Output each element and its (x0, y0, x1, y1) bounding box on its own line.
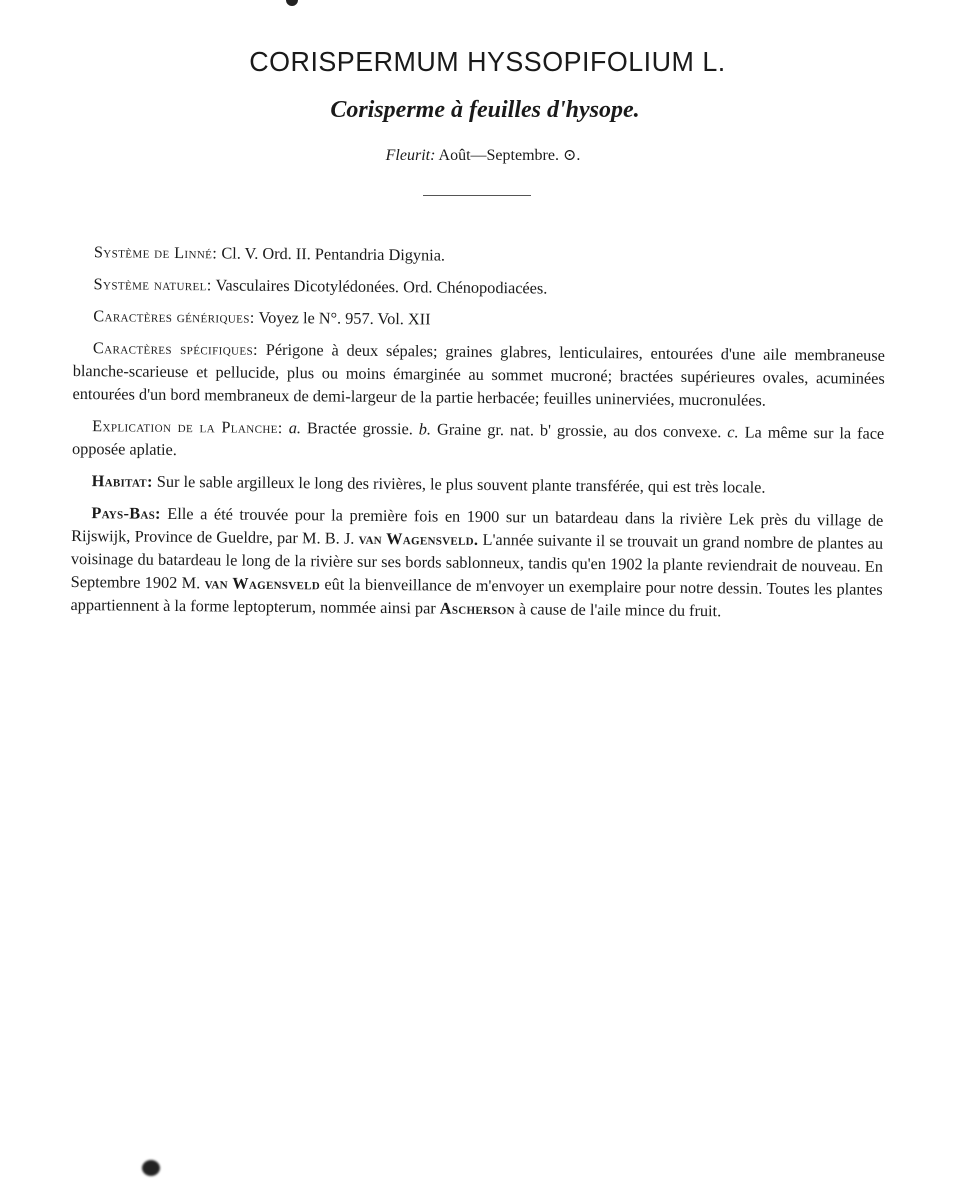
paysbas-paragraph (70, 501, 883, 624)
section-text: Elle a été trouvée pour la première fois en 1900 sur un batardeau dans la rivière Lek près du village de Rijswijk, Province de Gueldre, par M. B. J. (71, 503, 884, 548)
section-text: L'année suivante il se trouvait un grand nombre de plantes au voisinage du batardeau le long de la rivière sur ses bords sablonneux, tandis qu'en 1902 la plante reviendrait de nouveau. En Septembre 1902 M. (70, 529, 884, 593)
ink-smudge (142, 1160, 160, 1176)
section-label: Pays-Bas: (91, 503, 161, 523)
explication-paragraph (72, 414, 884, 468)
section-text: eût la bienveillance de m'envoyer un exemplaire pour notre dessin. Toutes les plantes appartiennent à la forme leptopterum, nommée ainsi par (70, 574, 883, 618)
section-text: La même sur la face opposée aplatie. (71, 422, 885, 459)
section-label: Caractères spécifiques: (92, 338, 259, 359)
section-text: à cause de l'aile mince du fruit. (518, 599, 722, 621)
person-name: van Wagensveld. (358, 528, 479, 549)
section-text: Vasculaires Dicotylédonées. Ord. Chénopodiacées. (215, 275, 548, 298)
section-text: Périgone à deux sépales; graines glabres, lenticulaires, entourées d'une aile membraneuse blanche-scarieuse et pellucide, plus ou moins émarginée au sommet mucroné; bractées supérieures ovales, acuminées entourées d'un bord membraneux de demi-largeur de la partie herbacée; feuilles uninerviées, mucronulées. (72, 339, 886, 410)
generiques-paragraph (73, 304, 885, 335)
flowering-line (0, 145, 966, 165)
divider (423, 195, 531, 196)
section-label: Système de Linné: (93, 242, 218, 263)
figure-letter: a. (288, 418, 302, 438)
section-label: Système naturel: (93, 274, 212, 295)
section-text: Cl. V. Ord. II. Pentandria Digynia. (221, 243, 446, 265)
section-text: Voyez le N°. 957. Vol. XII (258, 307, 431, 329)
common-name-subtitle: Corisperme à feuilles d'hysope. (330, 97, 640, 123)
specifiques-paragraph (72, 336, 885, 413)
figure-letter: c. (727, 422, 739, 442)
section-text: Bractée grossie. (306, 418, 413, 439)
section-text: Graine gr. nat. b' grossie, au dos convexe. (436, 419, 722, 442)
flowering-value: Août—Septembre. ⊙. (438, 147, 581, 164)
person-name: van Wagensveld (204, 573, 321, 594)
flowering-label: Fleurit: (385, 147, 436, 164)
section-label: Explication de la Planche: (92, 416, 283, 438)
section-text: Sur le sable argilleux le long des rivières, le plus souvent plante transférée, qui est très locale. (156, 471, 766, 497)
species-title: CORISPERMUM HYSSOPIFOLIUM L. (249, 46, 726, 77)
ink-smudge (286, 0, 298, 6)
figure-letter: b. (418, 419, 432, 439)
naturel-paragraph (73, 272, 885, 303)
description-body (70, 240, 886, 627)
habitat-paragraph (72, 469, 884, 500)
linne-paragraph (74, 240, 886, 271)
person-name: Ascherson (439, 598, 515, 619)
section-label: Caractères génériques: (93, 306, 255, 327)
section-label: Habitat: (91, 471, 153, 491)
